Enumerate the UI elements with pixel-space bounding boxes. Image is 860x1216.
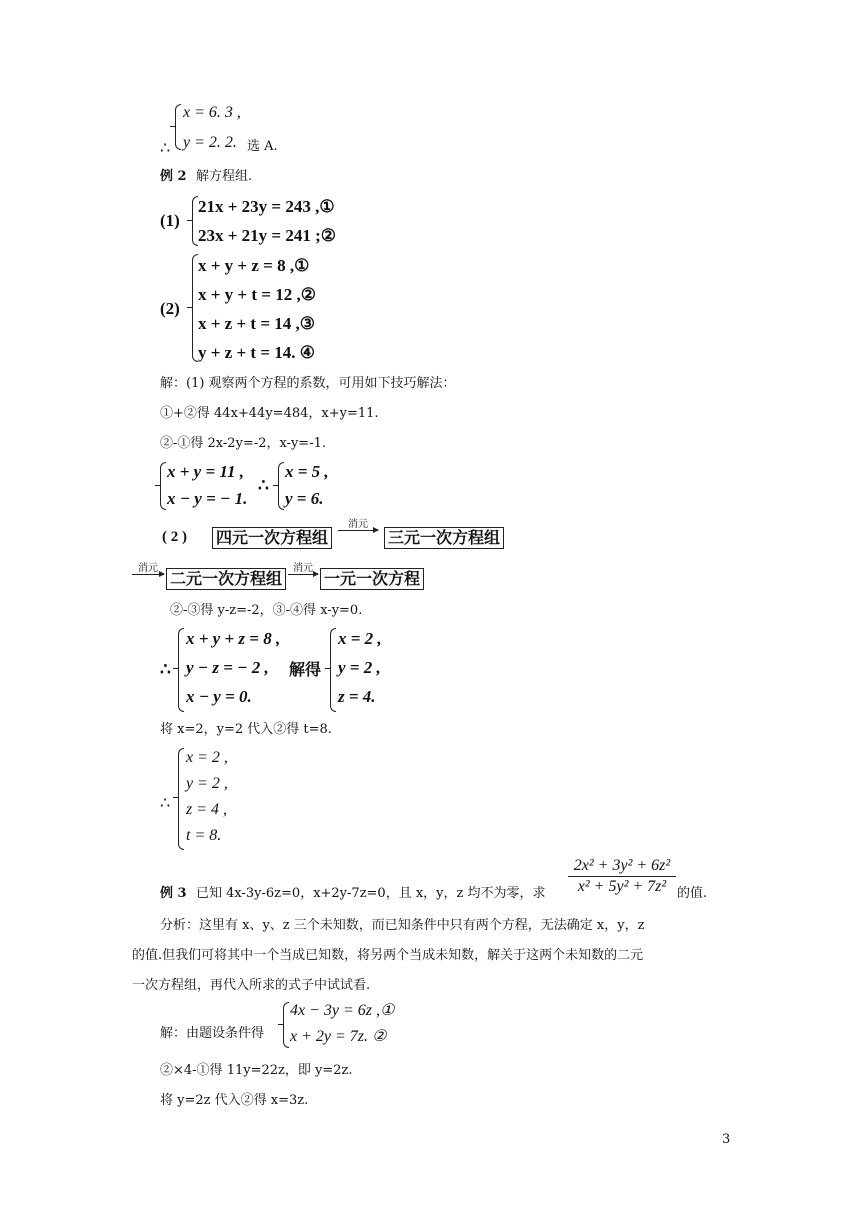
brace-tip — [325, 668, 330, 669]
equation-line: 21x + 23y = 243 ,① — [198, 197, 335, 216]
brace — [160, 462, 166, 510]
equation-line: x − y = − 1. — [167, 489, 248, 508]
analysis-text: 一次方程组，再代入所求的式子中试试看. — [132, 978, 371, 993]
equation-line: y = 2 , — [186, 775, 228, 792]
analysis-text: 的值.但我们可将其中一个当成已知数，将另两个当成未知数，解关于这两个未知数的二元 — [132, 948, 644, 963]
arrow-label: 消元 — [138, 563, 158, 574]
equation-line: t = 8. — [186, 827, 222, 844]
equation-line: 4x − 3y = 6z ,① — [290, 1002, 395, 1019]
brace — [283, 1002, 289, 1048]
example-label: 例 2 — [160, 169, 187, 184]
solution-text: ②-③得 y-z=-2，③-④得 x-y=0. — [170, 603, 363, 618]
brace — [330, 628, 336, 712]
flow-box: 一元一次方程 — [320, 568, 424, 590]
equation-line: y − z = − 2 , — [186, 658, 269, 677]
answer-text: 选 A. — [247, 139, 278, 154]
equation-line: x = 6. 3 , — [183, 104, 241, 121]
fraction-denominator: x² + 5y² + 7z² — [577, 878, 667, 895]
equation-line: z = 4. — [338, 687, 376, 706]
equation-line: x + y = 11 , — [167, 462, 244, 481]
solution-text: 解：(1) 观察两个方程的系数，可用如下技巧解法： — [160, 376, 456, 391]
solution-text: ②-①得 2x-2y=-2，x-y=-1. — [160, 436, 326, 451]
flow-box: 四元一次方程组 — [212, 527, 332, 549]
problem-text: 的值. — [677, 886, 708, 901]
part-label: (1) — [160, 211, 180, 230]
brace — [178, 748, 184, 850]
flow-arrow — [338, 519, 378, 531]
brace-tip — [187, 220, 192, 221]
arrow-line — [288, 574, 318, 575]
equation-line: 23x + 21y = 241 ;② — [198, 226, 337, 245]
solution-text: ①+②得 44x+44y=484，x+y=11. — [160, 406, 379, 421]
equation-line: x = 2 , — [186, 749, 228, 766]
brace-tip — [155, 485, 160, 486]
example-title: 解方程组. — [196, 169, 253, 184]
therefore-symbol: ∴ — [160, 660, 171, 679]
brace — [178, 628, 184, 712]
arrow-line — [132, 574, 164, 575]
problem-text: 已知 4x-3y-6z=0，x+2y-7z=0，且 x，y，z 均不为零，求 — [196, 886, 546, 901]
brace — [278, 462, 284, 510]
equation-line: x − y = 0. — [186, 687, 252, 706]
arrow-label: 消元 — [293, 563, 313, 574]
equation-line: x = 5 , — [285, 462, 329, 481]
equation-line: x = 2 , — [338, 629, 382, 648]
equation-line: x + y + z = 8 , — [186, 629, 281, 648]
equation-line: y = 2. 2. — [183, 134, 237, 151]
example-label: 例 3 — [160, 886, 187, 901]
equation-line: y = 2 , — [338, 658, 381, 677]
brace-tip — [278, 1024, 283, 1025]
brace-tip — [173, 797, 178, 798]
equation-line: x + 2y = 7z. ② — [290, 1028, 387, 1045]
brace-tip — [173, 668, 178, 669]
flow-arrow — [288, 563, 318, 575]
therefore-symbol: ∴ — [160, 795, 171, 812]
part-label: ( 2 ) — [162, 529, 187, 545]
solution-text: 将 x=2，y=2 代入②得 t=8. — [160, 722, 332, 737]
equation-line: x + y + t = 12 ,② — [198, 285, 316, 304]
arrow-line — [338, 530, 378, 531]
therefore-symbol: ∴ — [160, 140, 171, 157]
therefore-symbol: ∴ — [258, 476, 269, 495]
part-label: (2) — [160, 299, 180, 318]
fraction — [568, 856, 676, 897]
flow-box: 二元一次方程组 — [166, 568, 286, 590]
brace-tip — [187, 307, 192, 308]
brace — [175, 104, 181, 150]
equation-line: x + y + z = 8 ,① — [198, 256, 310, 275]
page-number: 3 — [722, 1132, 731, 1147]
solution-text: ②×4-①得 11y=22z，即 y=2z. — [160, 1063, 353, 1078]
equation-line: x + z + t = 14 ,③ — [198, 314, 316, 333]
equation-line: y = 6. — [285, 489, 324, 508]
flow-arrow — [132, 563, 164, 575]
brace-tip — [273, 485, 278, 486]
analysis-text: 分析：这里有 x、y、z 三个未知数，而已知条件中只有两个方程，无法确定 x，y，z — [160, 918, 645, 933]
fraction-numerator: 2x² + 3y² + 6z² — [573, 857, 671, 874]
flow-box: 三元一次方程组 — [384, 527, 504, 549]
brace-tip — [170, 126, 175, 127]
equation-line: z = 4 , — [186, 801, 228, 818]
solution-text: 将 y=2z 代入②得 x=3z. — [160, 1093, 309, 1108]
solution-text: 解：由题设条件得 — [160, 1026, 265, 1041]
solve-word: 解得 — [289, 660, 322, 679]
equation-line: y + z + t = 14. ④ — [198, 343, 316, 362]
arrow-label: 消元 — [348, 519, 368, 530]
